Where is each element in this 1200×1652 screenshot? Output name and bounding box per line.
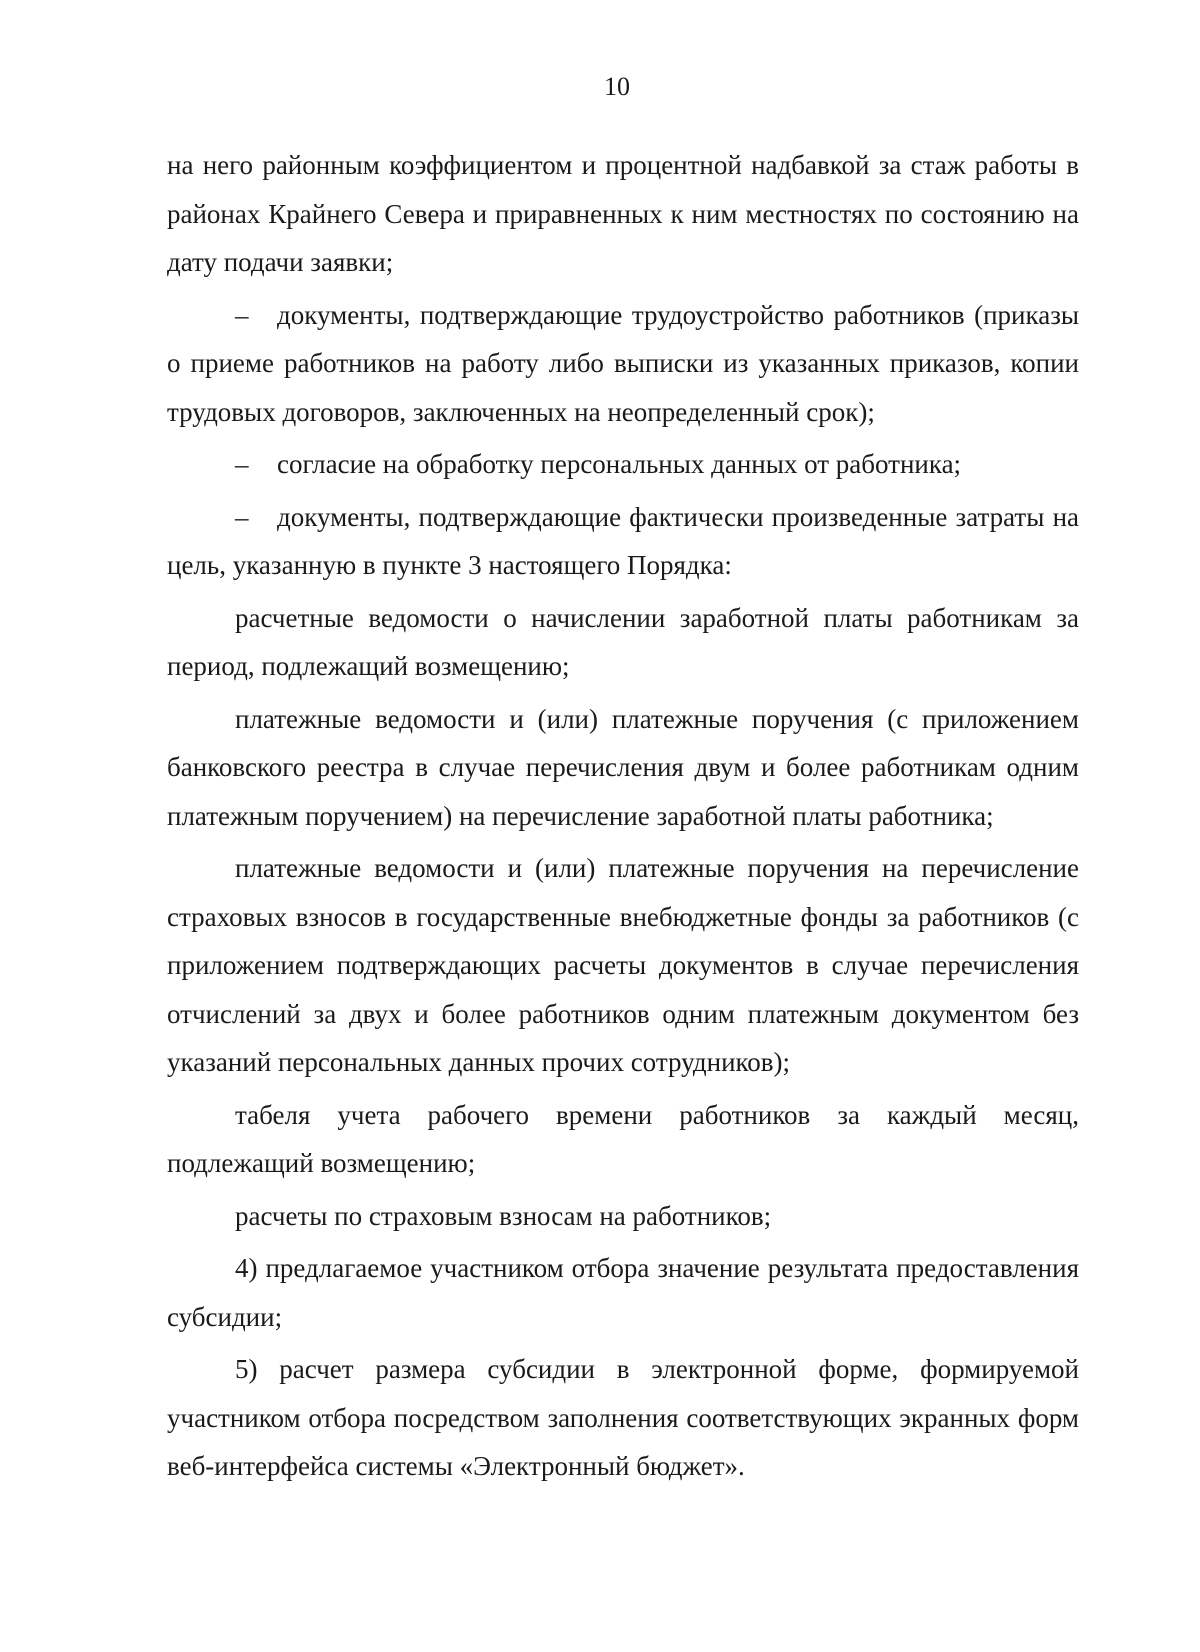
paragraph-text: документы, подтверждающие трудоустройство работников (приказы о приеме работников на работу либо выписки из указанных приказов, копии трудовых договоров, заключенных на неопределенный срок); <box>167 299 1079 427</box>
paragraph-text: согласие на обработку персональных данных от работника; <box>277 449 962 479</box>
document-body <box>167 141 1079 1495</box>
list-item-employment-documents <box>167 291 1079 437</box>
paragraph-payroll-statements <box>167 594 1079 691</box>
paragraph-text: табеля учета рабочего времени работников за каждый месяц, подлежащий возмещению; <box>167 1099 1079 1178</box>
paragraph-text: платежные ведомости и (или) платежные поручения (с приложением банковского реестра в случае перечисления двум и более работникам одним платежным поручением) на перечисление заработной платы работника; <box>167 703 1079 831</box>
page-number: 10 <box>604 72 630 101</box>
paragraph-insurance-payment-orders <box>167 844 1079 1087</box>
dash-marker: – <box>235 299 249 330</box>
paragraph-continuation <box>167 141 1079 287</box>
paragraph-text: 5) расчет размера субсидии в электронной форме, формируемой участником отбора посредством заполнения соответствующих экранных форм веб-интерфейса системы «Электронный бюджет». <box>167 1354 1079 1481</box>
list-item-expense-documents <box>167 493 1079 590</box>
paragraph-text: расчеты по страховым взносам на работников; <box>235 1200 772 1231</box>
paragraph-item-5 <box>167 1345 1079 1491</box>
paragraph-text: расчетные ведомости о начислении заработной платы работникам за период, подлежащий возмещению; <box>167 602 1079 681</box>
paragraph-timesheets <box>167 1091 1079 1188</box>
paragraph-text: документы, подтверждающие фактически произведенные затраты на цель, указанную в пункте 3 настоящего Порядка: <box>167 501 1079 580</box>
dash-marker: – <box>235 449 249 479</box>
paragraph-salary-payment-orders <box>167 695 1079 841</box>
dash-marker: – <box>235 501 249 532</box>
paragraph-text: на него районным коэффициентом и процентной надбавкой за стаж работы в районах Крайнего Севера и приравненных к ним местностях по состоянию на дату подачи заявки; <box>167 150 1079 277</box>
paragraph-text: платежные ведомости и (или) платежные поручения на перечисление страховых взносов в государственные внебюджетные фонды за работников (с приложением подтверждающих расчеты документов в случае перечисления отчислений за двух и более работников одним платежным документом без указаний персональных данных прочих сотрудников); <box>167 853 1079 1077</box>
paragraph-text: 4) предлагаемое участником отбора значение результата предоставления субсидии; <box>167 1253 1079 1332</box>
paragraph-item-4 <box>167 1244 1079 1341</box>
paragraph-insurance-calculations <box>167 1192 1079 1241</box>
list-item-personal-data-consent <box>167 440 1079 489</box>
